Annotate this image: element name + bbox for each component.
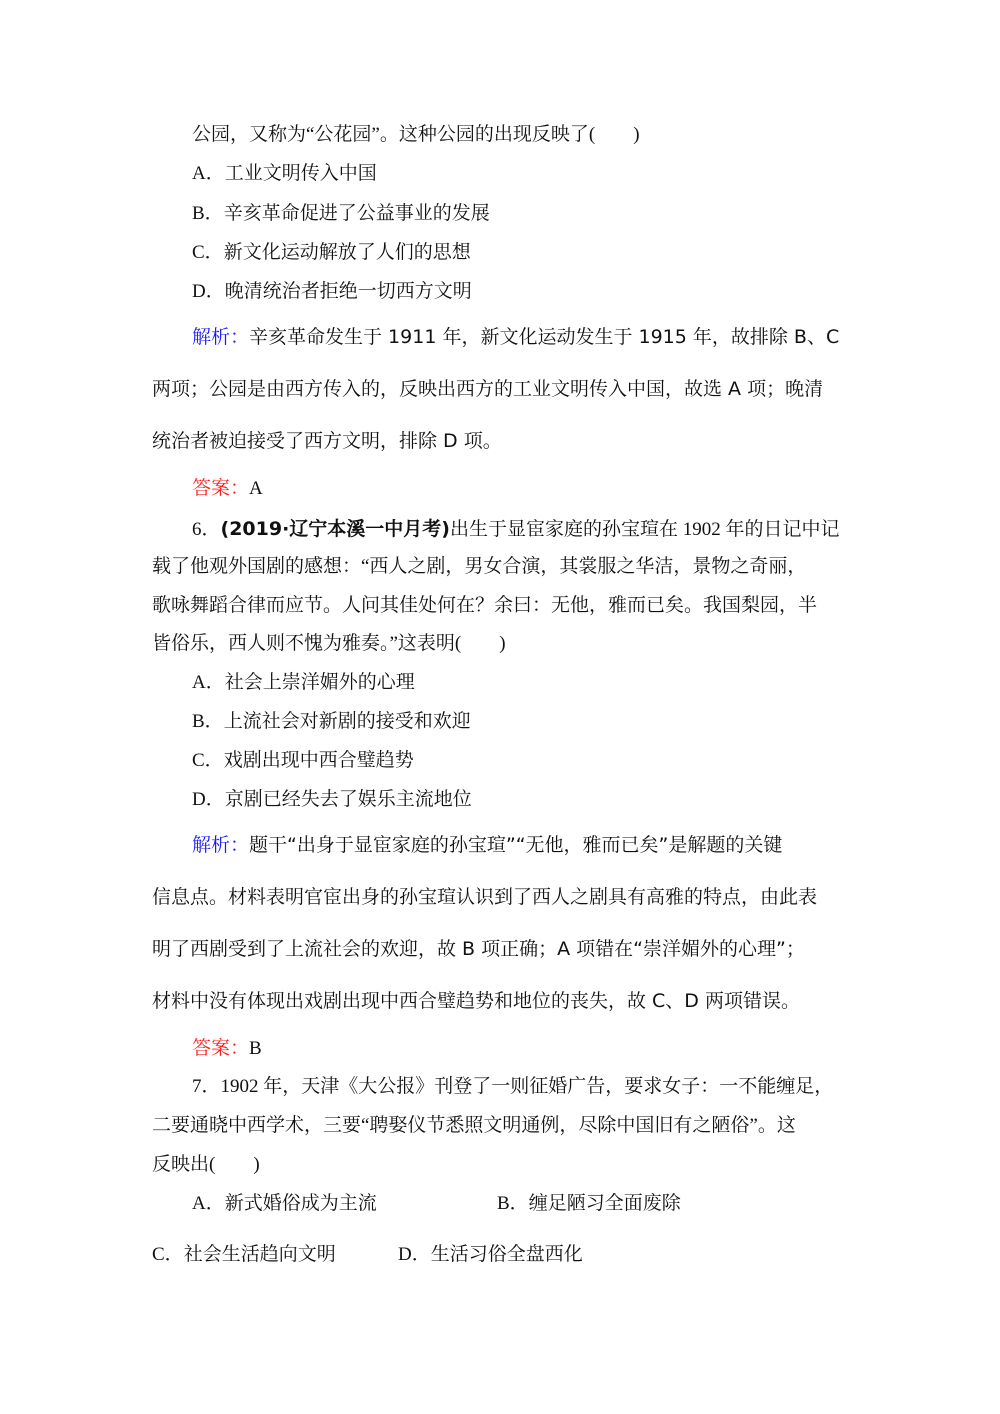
option-letter: D． [398,1244,431,1265]
q5-analysis-line-1 [192,325,839,349]
option-letter: C． [192,242,224,263]
option-text: 上流社会对新剧的接受和欢迎 [223,711,471,732]
analysis-text: 辛亥革命发生于 1911 年，新文化运动发生于 1915 年，故排除 B、C [249,326,840,348]
q6-option-a [192,671,415,695]
analysis-label: 解析： [192,834,250,856]
q6-analysis-line-1 [192,833,782,857]
q7-option-a [192,1192,377,1216]
q5-option-b [192,202,490,226]
q6-stem-line-3: 歌咏舞蹈合律而应节。人问其佳处何在？余曰：无他，雅而已矣。我国梨园，半 [152,595,818,616]
question-number: 6． [192,519,221,540]
option-text: 新文化运动解放了人们的思想 [223,242,471,263]
option-letter: B． [192,711,224,732]
option-letter: A． [192,163,225,184]
q6-analysis-line-4: 材料中没有体现出戏剧出现中西合璧趋势和地位的丧失，故 C、D 两项错误。 [152,990,800,1012]
q5-answer [192,476,263,501]
answer-value: B [249,1038,262,1059]
option-letter: A． [192,672,225,693]
answer-value: A [249,478,263,499]
q6-answer [192,1036,262,1061]
q6-option-b [192,710,471,734]
option-letter: C． [152,1244,184,1265]
answer-label: 答案： [192,1037,250,1059]
option-text: 戏剧出现中西合璧趋势 [223,750,414,771]
option-letter: B． [497,1193,529,1214]
option-letter: D． [192,281,225,302]
q5-analysis-line-2: 两项；公园是由西方传入的，反映出西方的工业文明传入中国，故选 A 项；晚清 [152,378,824,400]
option-letter: D． [192,789,225,810]
q6-analysis-line-3: 明了西剧受到了上流社会的欢迎，故 B 项正确；A 项错在“崇洋媚外的心理”； [152,938,805,960]
q7-stem-line-1: 7．1902 年，天津《大公报》刊登了一则征婚广告，要求女子：一不能缠足， [192,1076,834,1097]
option-text: 缠足陋习全面废除 [528,1193,681,1214]
q5-option-a [192,162,377,186]
q5-analysis-line-3: 统治者被迫接受了西方文明，排除 D 项。 [152,430,502,452]
q5-option-c [192,241,471,265]
answer-label: 答案： [192,477,250,499]
q6-stem-line-4: 皆俗乐，西人则不愧为雅奏。”这表明( ) [152,633,506,654]
option-text: 辛亥革命促进了公益事业的发展 [223,203,490,224]
option-letter: B． [192,203,224,224]
option-text: 社会生活趋向文明 [183,1244,336,1265]
question-source: (2019·辽宁本溪一中月考) [220,518,450,540]
q7-stem-line-2: 二要通晓中西学术，三要“聘娶仪节悉照文明通例，尽除中国旧有之陋俗”。这 [152,1115,796,1136]
option-letter: A． [192,1193,225,1214]
option-text: 生活习俗全盘西化 [430,1244,583,1265]
q5-stem-tail: 公园，又称为“公花园”。这种公园的出现反映了( ) [192,124,640,145]
option-text: 工业文明传入中国 [224,163,377,184]
option-letter: C． [192,750,224,771]
q7-option-c [152,1243,336,1267]
q6-stem-line-2: 载了他观外国剧的感想：“西人之剧，男女合演，其裳服之华洁，景物之奇丽， [152,556,807,577]
q6-option-c [192,749,414,773]
option-text: 京剧已经失去了娱乐主流地位 [224,789,472,810]
stem-text: 出生于显宦家庭的孙宝瑄在 1902 年的日记中记 [449,519,840,540]
q6-stem-line-1 [192,517,840,542]
option-text: 社会上崇洋媚外的心理 [224,672,415,693]
q6-option-d [192,788,472,812]
analysis-label: 解析： [192,326,250,348]
q5-option-d [192,280,472,304]
option-text: 晚清统治者拒绝一切西方文明 [224,281,472,302]
option-text: 新式婚俗成为主流 [224,1193,377,1214]
q6-analysis-line-2: 信息点。材料表明官宦出身的孙宝瑄认识到了西人之剧具有高雅的特点，由此表 [152,886,818,908]
q7-option-b [497,1192,681,1216]
analysis-text: 题干“出身于显宦家庭的孙宝瑄”“无他，雅而已矣”是解题的关键 [249,834,783,856]
q7-stem-line-3: 反映出( ) [152,1154,260,1175]
q7-option-d [398,1243,583,1267]
